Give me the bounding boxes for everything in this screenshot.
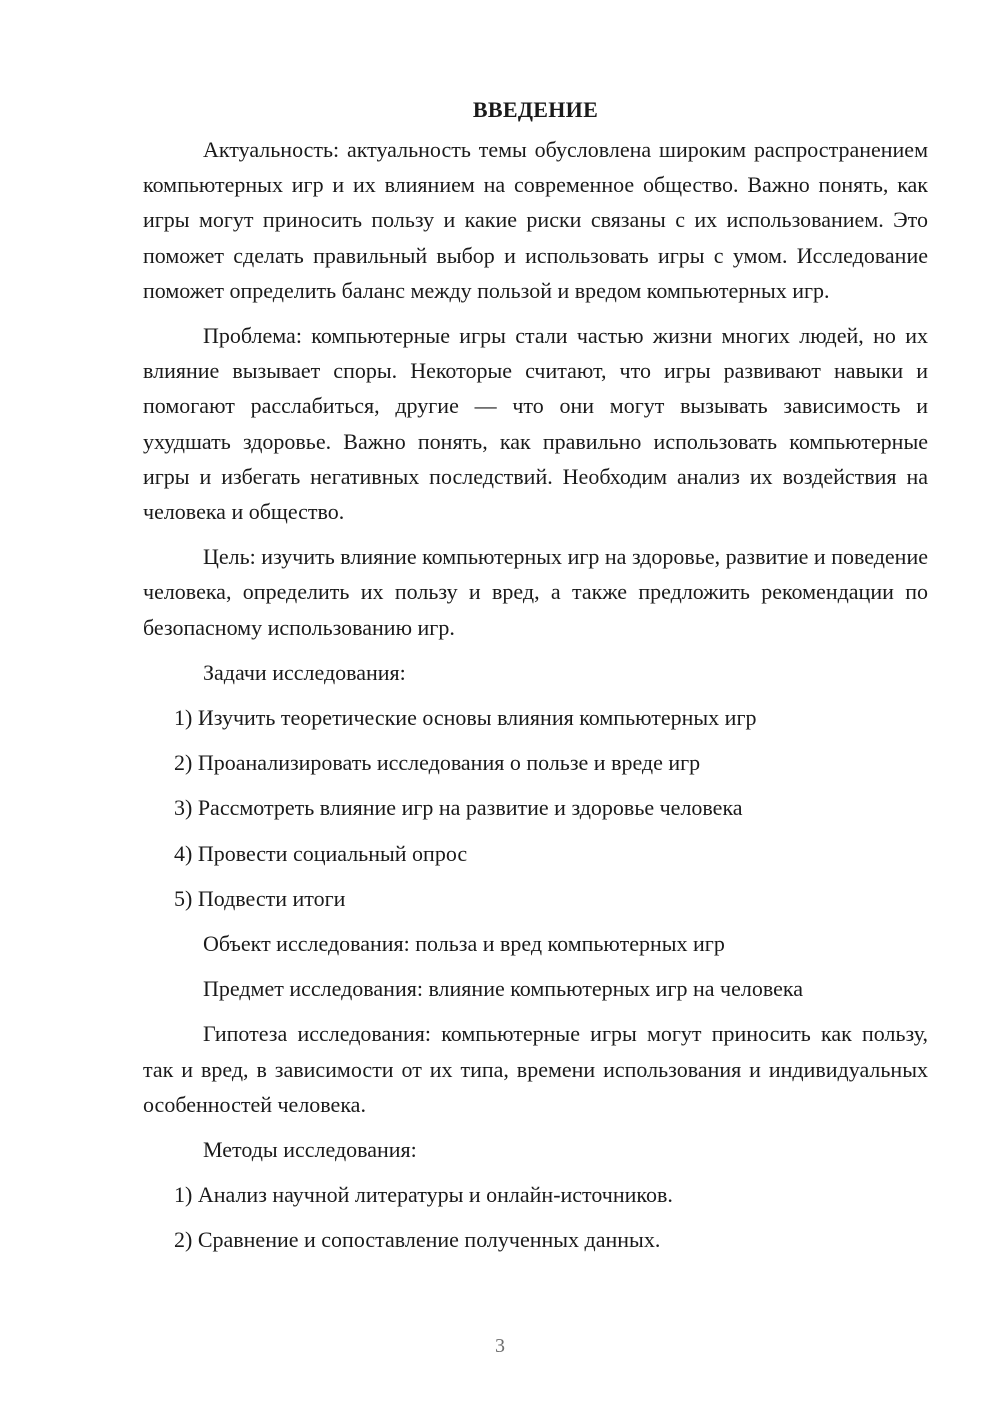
research-object: Объект исследования: польза и вред компьютерных игр: [203, 931, 725, 957]
list-item-task-2: 2) Проанализировать исследования о пользе и вреде игр: [174, 750, 701, 776]
list-item-task-3: 3) Рассмотреть влияние игр на развитие и здоровье человека: [174, 795, 743, 821]
relevance-paragraph: Актуальность: актуальность темы обусловлена широким распространением компьютерных игр и их влиянием на современное общество. Важно понять, как игры могут приносить пользу и какие риски связаны с их использованием. Это поможет сделать правильный выбор и использовать игры с умом. Исследование поможет определить баланс между пользой и вредом компьютерных игр.: [143, 137, 928, 303]
methods-list: [143, 1177, 928, 1257]
problem-paragraph: Проблема: компьютерные игры стали частью жизни многих людей, но их влияние вызывает споры. Некоторые считают, что игры развивают навыки и помогают расслабиться, другие — что они могут вызывать зависимость и ухудшать здоровье. Важно понять, как правильно использовать компьютерные игры и избегать негативных последствий. Необходим анализ их воздействия на человека и общество.: [143, 323, 928, 525]
section-title: ВВЕДЕНИЕ: [472, 97, 599, 122]
list-item-method-1: 1) Анализ научной литературы и онлайн-источников.: [174, 1182, 673, 1208]
document-page: [143, 92, 928, 1268]
list-item-task-1: 1) Изучить теоретические основы влияния компьютерных игр: [174, 705, 757, 731]
tasks-list: [143, 700, 928, 916]
page-number: 3: [495, 1335, 505, 1357]
list-item-method-2: 2) Сравнение и сопоставление полученных данных.: [174, 1227, 661, 1253]
list-item-task-5: 5) Подвести итоги: [174, 885, 346, 911]
research-subject: Предмет исследования: влияние компьютерных игр на человека: [203, 976, 803, 1002]
goal-paragraph: Цель: изучить влияние компьютерных игр на здоровье, развитие и поведение человека, определить их пользу и вред, а также предложить рекомендации по безопасному использованию игр.: [143, 544, 928, 640]
list-item-task-4: 4) Провести социальный опрос: [174, 840, 468, 866]
methods-heading: Методы исследования:: [203, 1137, 417, 1163]
hypothesis-paragraph: Гипотеза исследования: компьютерные игры могут приносить как пользу, так и вред, в зависимости от их типа, времени использования и индивидуальных особенностей человека.: [143, 1021, 928, 1117]
tasks-heading: Задачи исследования:: [203, 659, 406, 685]
